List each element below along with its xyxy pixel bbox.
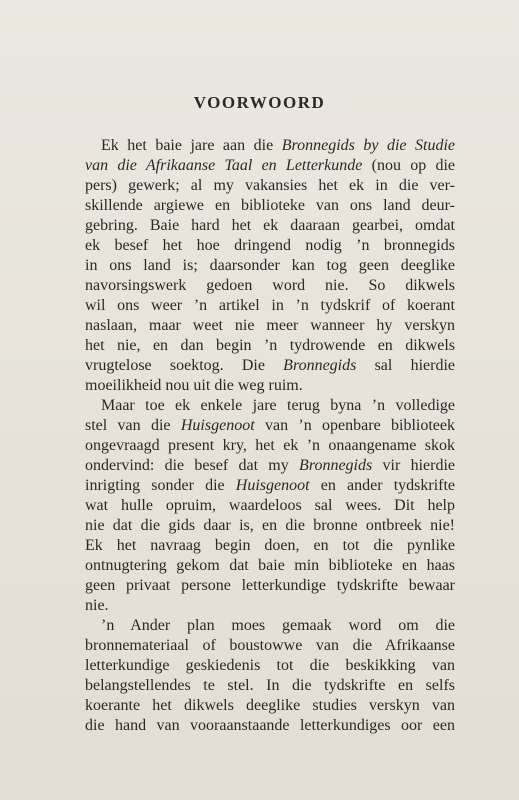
italic-title: Bronnegids xyxy=(283,357,357,374)
text-run: ongevraagd present kry, het ek ’n onaangename skok xyxy=(85,437,455,454)
text-run: het nie, en dan begin ’n tydrowende en dikwels xyxy=(85,337,455,354)
paragraph xyxy=(85,136,455,396)
paragraph xyxy=(85,396,455,616)
text-line xyxy=(85,556,455,576)
text-line xyxy=(85,676,455,696)
text-line xyxy=(85,296,455,316)
text-line xyxy=(85,356,455,376)
text-run: wil ons weer ’n artikel in ’n tydskrif of koerant xyxy=(85,297,455,314)
text-run: geen privaat persone letterkundige tydskrifte bewaar xyxy=(85,577,455,594)
text-run: die hand van vooraanstaande letterkundiges oor een xyxy=(85,717,455,734)
text-line xyxy=(85,696,455,716)
italic-title: Huisgenoot xyxy=(180,417,255,434)
text-run: vir hierdie xyxy=(372,457,455,474)
text-run: koerante het dikwels deeglike studies verskyn van xyxy=(85,697,455,714)
text-line xyxy=(85,456,455,476)
text-line xyxy=(85,256,455,276)
text-run: skillende argiewe en biblioteke van ons land deur- xyxy=(85,197,455,214)
text-line xyxy=(85,436,455,456)
text-run: belangstellendes te stel. In die tydskrifte en selfs xyxy=(85,677,455,694)
text-run: wat hulle opruim, waardeloos sal wees. Dit help xyxy=(85,497,455,514)
italic-title: Huisgenoot xyxy=(235,477,310,494)
text-line xyxy=(85,236,455,256)
text-run: en ander tydskrifte xyxy=(309,477,456,494)
text-run: van ’n openbare biblioteek xyxy=(254,417,455,434)
text-line xyxy=(85,496,455,516)
text-run: Ek het navraag begin doen, en tot die pynlike xyxy=(85,537,455,554)
page-title: VOORWOORD xyxy=(193,93,326,112)
text-run: letterkundige geskiedenis tot die beskikking van xyxy=(85,657,455,674)
text-line xyxy=(85,336,455,356)
text-line xyxy=(85,476,455,496)
text-line xyxy=(85,636,455,656)
text-run: vrugtelose soektog. Die xyxy=(85,357,284,374)
text-run: ’n Ander plan moes gemaak word om die xyxy=(101,617,455,634)
text-run: in ons land is; daarsonder kan tog geen deeglike xyxy=(85,257,455,274)
text-line xyxy=(85,216,455,236)
text-line xyxy=(85,276,455,296)
text-run: ontnugtering gekom dat baie min biblioteke en haas xyxy=(85,557,455,574)
italic-title: Bronnegids xyxy=(299,457,373,474)
italic-title: van die Afrikaanse Taal en Letterkunde xyxy=(85,157,363,174)
text-line xyxy=(85,656,455,676)
text-line xyxy=(85,576,455,596)
text-run: nie dat die gids daar is, en die bronne ontbreek nie! xyxy=(85,517,455,534)
text-run: ondervind: die besef dat my xyxy=(85,457,300,474)
text-run: stel van die xyxy=(85,417,181,434)
italic-title: Bronnegids by die Studie xyxy=(281,137,455,154)
text-run: naslaan, maar weet nie meer wanneer hy verskyn xyxy=(85,317,455,334)
text-line xyxy=(85,376,455,396)
text-run: (nou op die xyxy=(362,157,456,174)
text-line xyxy=(85,596,455,616)
text-run: Ek het baie jare aan die xyxy=(101,137,282,154)
text-run: pers) gewerk; al my vakansies het ek in die ver- xyxy=(85,177,455,194)
text-line xyxy=(85,616,455,636)
text-line xyxy=(85,536,455,556)
text-run: ek besef het hoe dringend nodig ’n bronnegids xyxy=(85,237,455,254)
text-line xyxy=(85,156,455,176)
text-line xyxy=(85,416,455,436)
text-line xyxy=(85,716,455,736)
text-line xyxy=(85,176,455,196)
body-text xyxy=(85,136,455,736)
text-line xyxy=(85,136,455,156)
text-run: navorsingswerk gedoen word nie. So dikwels xyxy=(85,277,455,294)
text-run: gebring. Baie hard het ek daaraan gearbei, omdat xyxy=(85,217,455,234)
text-line xyxy=(85,316,455,336)
text-run: sal hierdie xyxy=(356,357,455,374)
text-line xyxy=(85,396,455,416)
text-run: bronnemateriaal of boustowwe van die Afrikaanse xyxy=(85,637,455,654)
text-line xyxy=(85,196,455,216)
paragraph xyxy=(85,616,455,736)
text-run: nie. xyxy=(85,597,109,614)
text-run: inrigting sonder die xyxy=(85,477,236,494)
text-run: Maar toe ek enkele jare terug byna ’n volledige xyxy=(101,397,455,414)
text-line xyxy=(85,516,455,536)
text-run: moeilikheid nou uit die weg ruim. xyxy=(85,377,303,394)
